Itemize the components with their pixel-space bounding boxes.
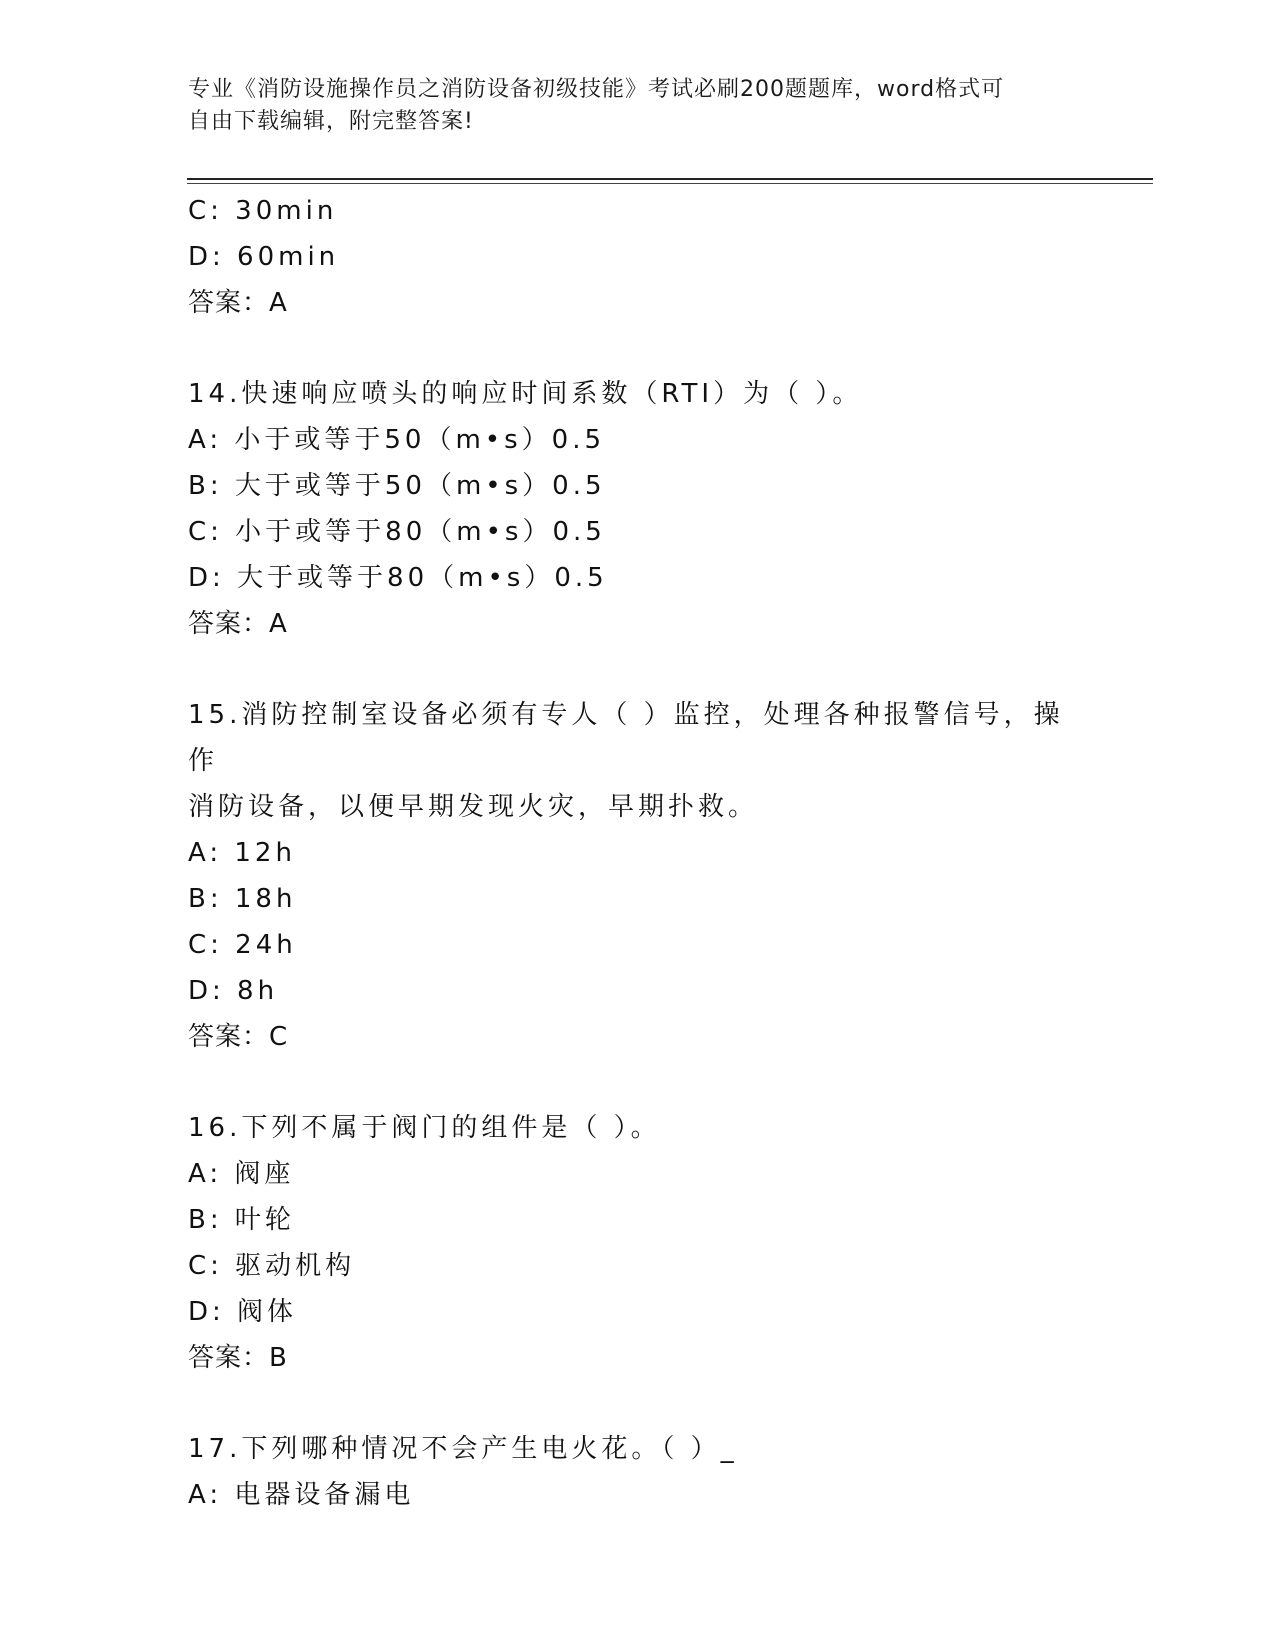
option-b: B: 叶轮 — [188, 1205, 295, 1235]
question-stem: 17.下列哪种情况不会产生电火花。（ ）_ — [188, 1434, 738, 1464]
option-a: A: 电器设备漏电 — [188, 1480, 415, 1510]
question-list — [188, 188, 1088, 1518]
option-a: A: 12h — [188, 838, 296, 868]
answer-line: 答案：A — [188, 609, 288, 639]
answer-line: 答案：A — [188, 288, 288, 318]
option-d: D: 60min — [188, 242, 340, 272]
question-stem-line-2: 消防设备，以便早期发现火灾，早期扑救。 — [188, 792, 759, 822]
question-15 — [188, 692, 1088, 1060]
option-c: C: 30min — [188, 196, 338, 226]
option-a: A: 小于或等于50（m•s）0.5 — [188, 425, 605, 455]
option-c: C: 小于或等于80（m•s）0.5 — [188, 517, 606, 547]
header-divider-thin — [187, 183, 1153, 184]
option-d: D: 8h — [188, 976, 279, 1006]
question-17 — [188, 1426, 1088, 1518]
question-14 — [188, 371, 1088, 647]
question-stem-line-1: 15.消防控制室设备必须有专人（ ）监控，处理各种报警信号，操作 — [188, 700, 1064, 776]
document-header — [188, 74, 1088, 138]
question-stem: 14.快速响应喷头的响应时间系数（RTI）为（ ）。 — [188, 379, 863, 409]
question-16 — [188, 1105, 1088, 1381]
header-line-1: 专业《消防设施操作员之消防设备初级技能》考试必刷200题题库，word格式可 — [188, 77, 1005, 102]
option-a: A: 阀座 — [188, 1159, 295, 1189]
option-b: B: 大于或等于50（m•s）0.5 — [188, 471, 606, 501]
question-13-tail — [188, 188, 1088, 326]
header-line-2: 自由下载编辑，附完整答案! — [188, 109, 474, 134]
option-c: C: 驱动机构 — [188, 1251, 356, 1281]
option-d: D: 阀体 — [188, 1297, 298, 1327]
answer-line: 答案：B — [188, 1343, 288, 1373]
option-c: C: 24h — [188, 930, 297, 960]
option-d: D: 大于或等于80（m•s）0.5 — [188, 563, 608, 593]
question-stem: 16.下列不属于阀门的组件是（ ）。 — [188, 1113, 661, 1143]
option-b: B: 18h — [188, 884, 297, 914]
answer-line: 答案：C — [188, 1022, 289, 1052]
header-divider-thick — [187, 178, 1153, 180]
